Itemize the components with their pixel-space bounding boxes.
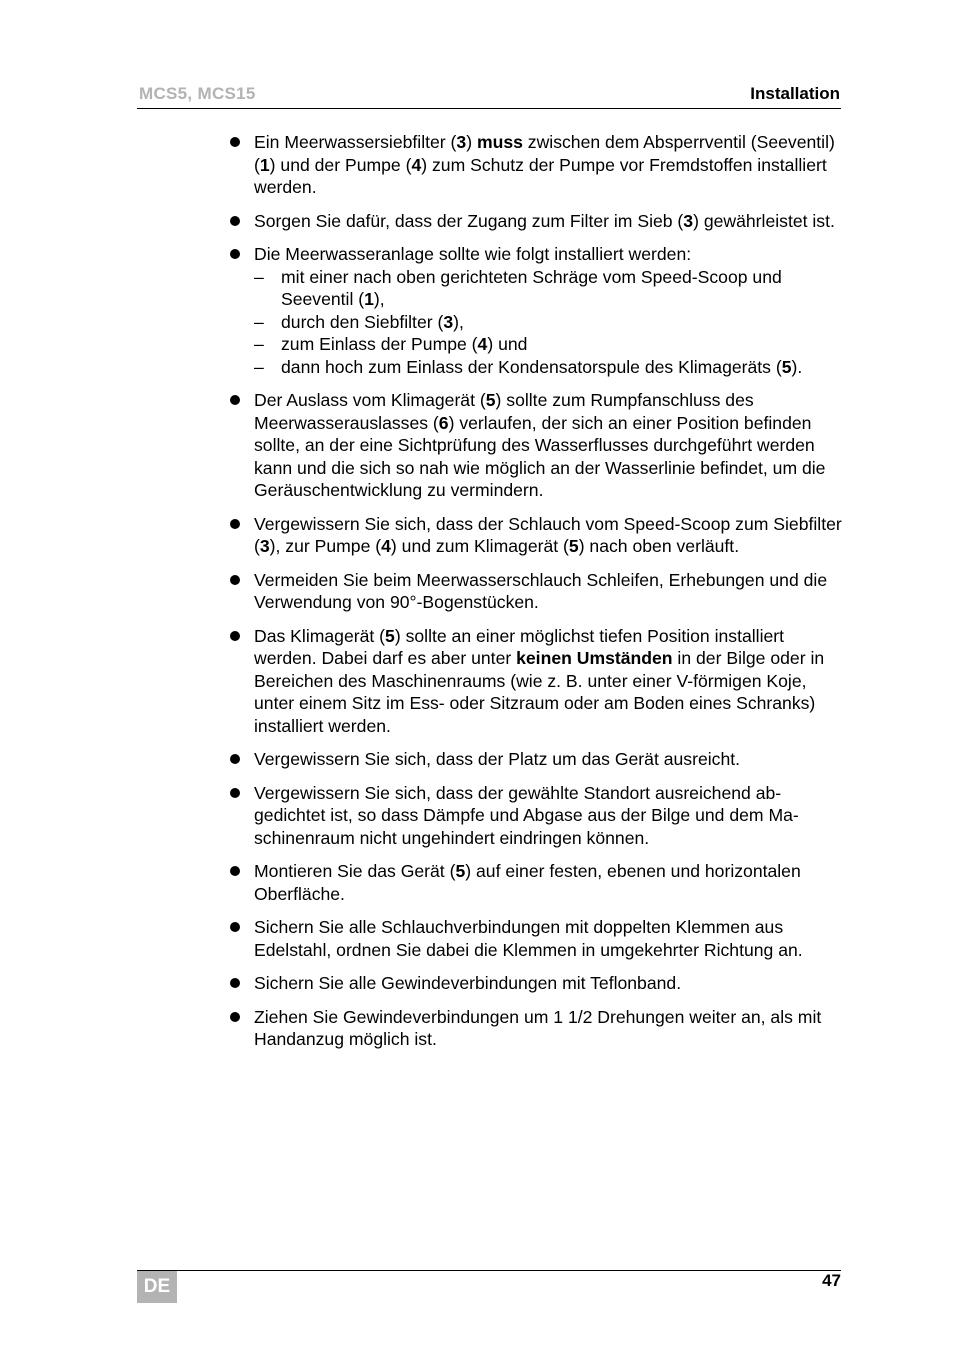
list-item-text bbox=[254, 243, 842, 266]
page-number: 47 bbox=[822, 1271, 841, 1290]
text-segment: Vergewissern Sie sich, dass der Platz um das Gerät ausreicht. bbox=[254, 749, 741, 769]
emphasis-text: 5 bbox=[455, 861, 466, 881]
list-item-text bbox=[254, 860, 842, 905]
emphasis-text: keinen Umständen bbox=[516, 648, 673, 668]
text-segment: durch den Siebfilter ( bbox=[281, 311, 444, 332]
list-item bbox=[226, 1006, 842, 1051]
emphasis-text: 3 bbox=[456, 132, 467, 152]
bullet-icon bbox=[230, 216, 240, 226]
text-segment: ) sollte an einer möglichst tiefen Position installiert werden. Dabei darf es aber unter bbox=[254, 625, 785, 668]
sub-list-item bbox=[254, 311, 842, 334]
sub-list-item-text bbox=[281, 267, 782, 310]
emphasis-text: 1 bbox=[364, 289, 374, 309]
list-item-text bbox=[254, 782, 842, 850]
list-item bbox=[226, 916, 842, 961]
list-item bbox=[226, 389, 842, 502]
emphasis-text: 4 bbox=[477, 334, 488, 354]
text-segment: ) und zum Klimagerät ( bbox=[390, 536, 569, 556]
text-segment: zum Einlass der Pumpe ( bbox=[281, 334, 478, 354]
list-item bbox=[226, 513, 842, 558]
bullet-icon bbox=[230, 137, 240, 147]
emphasis-text: 3 bbox=[683, 210, 694, 231]
footer-rule bbox=[137, 1270, 841, 1271]
text-segment: Montieren Sie das Gerät ( bbox=[254, 861, 456, 881]
instruction-list bbox=[226, 131, 842, 1051]
text-segment: ) nach oben verläuft. bbox=[578, 536, 740, 556]
sub-list-item-text bbox=[281, 334, 527, 354]
dash-icon: – bbox=[254, 311, 264, 332]
text-segment: zwischen dem Absperrventil (Seeventil) ( bbox=[254, 132, 835, 175]
text-segment: ) zum Schutz der Pumpe vor Fremdstoffen installiert werden. bbox=[254, 154, 827, 197]
text-segment: ) und bbox=[487, 334, 528, 354]
text-segment: dann hoch zum Einlass der Kondensatorspule des Klimageräts ( bbox=[281, 356, 782, 377]
product-name: MCS5, MCS15 bbox=[139, 84, 256, 103]
list-item bbox=[226, 748, 842, 771]
emphasis-text: 1 bbox=[259, 154, 270, 175]
sub-list-item-text bbox=[281, 357, 802, 377]
list-item-text bbox=[254, 972, 842, 995]
sub-list-item-text bbox=[281, 312, 464, 332]
text-segment: ) verlaufen, der sich an einer Position befinden sollte, an der eine Sichtprüfung des Wasserflusses durchgeführt werden kann und die sich so nah wie möglich an der Wasserlinie befindet, um die Geräuschentwicklung zu vermindern. bbox=[254, 412, 826, 500]
list-item bbox=[226, 625, 842, 738]
text-segment: Vermeiden Sie beim Meerwasserschlauch Schleifen, Erhebungen und die Verwendung von 90°-Bogenstücken. bbox=[254, 569, 828, 612]
dash-icon: – bbox=[254, 356, 264, 377]
bullet-icon bbox=[230, 575, 240, 585]
emphasis-text: 4 bbox=[381, 536, 391, 556]
emphasis-text: 5 bbox=[485, 390, 496, 410]
text-segment: in der Bilge oder in Bereichen des Maschinenraums (wie z. B. unter einer V-förmigen Koje, unter einem Sitz im Ess- oder Sitzraum oder am Boden eines Schranks) installiert werden. bbox=[254, 648, 825, 736]
list-item-text bbox=[254, 625, 842, 738]
text-segment: Sichern Sie alle Gewindeverbindungen mit Teflonband. bbox=[254, 973, 682, 993]
text-segment: ), zur Pumpe ( bbox=[269, 536, 382, 556]
list-item bbox=[226, 782, 842, 850]
bullet-icon bbox=[230, 788, 240, 798]
list-item bbox=[226, 131, 842, 199]
emphasis-text: 5 bbox=[781, 356, 792, 377]
bullet-icon bbox=[230, 978, 240, 988]
list-item-text bbox=[254, 569, 842, 614]
list-item-text bbox=[254, 916, 842, 961]
text-segment: ). bbox=[791, 356, 803, 377]
text-segment: ) sollte zum Rumpfanschluss des Meerwasserauslasses ( bbox=[254, 390, 754, 433]
bullet-icon bbox=[230, 1012, 240, 1022]
bullet-icon bbox=[230, 754, 240, 764]
text-segment: ) gewährleistet ist. bbox=[693, 210, 835, 231]
bullet-icon bbox=[230, 922, 240, 932]
emphasis-text: 5 bbox=[568, 536, 579, 556]
emphasis-text: 3 bbox=[259, 536, 270, 556]
section-title: Installation bbox=[750, 84, 840, 103]
text-segment: Sichern Sie alle Schlauchverbindungen mit doppelten Klemmen aus Edelstahl, ordnen Sie dabei die Klemmen in umgekehrter Richtung an. bbox=[254, 917, 803, 960]
list-item bbox=[226, 860, 842, 905]
dash-icon: – bbox=[254, 266, 264, 287]
text-segment: ), bbox=[373, 289, 385, 309]
list-item-text bbox=[254, 131, 842, 199]
emphasis-text: 3 bbox=[443, 311, 454, 332]
bullet-icon bbox=[230, 631, 240, 641]
text-segment: Die Meerwasseranlage sollte wie folgt installiert werden: bbox=[254, 244, 692, 264]
bullet-icon bbox=[230, 866, 240, 876]
text-segment: ) und der Pumpe ( bbox=[269, 154, 412, 175]
sub-list bbox=[254, 266, 842, 379]
list-item-text bbox=[254, 513, 842, 558]
sub-list-item bbox=[254, 333, 842, 356]
bullet-icon bbox=[230, 249, 240, 259]
list-item bbox=[226, 243, 842, 378]
sub-list-item bbox=[254, 266, 842, 311]
text-segment: ) bbox=[466, 132, 477, 152]
text-segment: Vergewissern Sie sich, dass der Schlauch vom Speed-Scoop zum Siebfilter ( bbox=[254, 513, 842, 556]
text-segment: ), bbox=[453, 311, 464, 332]
list-item-text bbox=[254, 748, 842, 771]
language-badge: DE bbox=[137, 1271, 177, 1303]
text-segment: Der Auslass vom Klimagerät ( bbox=[254, 390, 486, 410]
bullet-icon bbox=[230, 519, 240, 529]
list-item bbox=[226, 972, 842, 995]
list-item bbox=[226, 210, 842, 233]
text-segment: Sorgen Sie dafür, dass der Zugang zum Filter im Sieb ( bbox=[254, 210, 684, 231]
list-item-text bbox=[254, 210, 842, 233]
dash-icon: – bbox=[254, 334, 264, 354]
text-segment: Ziehen Sie Gewindeverbindungen um 1 1/2 Drehungen weiter an, als mit Handanzug möglich ist. bbox=[254, 1006, 822, 1049]
list-item-text bbox=[254, 1006, 842, 1051]
emphasis-text: 4 bbox=[411, 154, 422, 175]
sub-list-item bbox=[254, 356, 842, 379]
emphasis-text: 6 bbox=[438, 412, 449, 433]
page-header bbox=[137, 84, 841, 109]
text-segment: Vergewissern Sie sich, dass der gewählte Standort ausreichend abgedichtet ist, so dass Dämpfe und Abgase aus der Bilge und dem Maschinenraum nicht ungehindert eindringen können. bbox=[254, 782, 799, 848]
text-segment: ) auf einer festen, ebenen und horizontalen Oberfläche. bbox=[254, 861, 801, 904]
list-item bbox=[226, 569, 842, 614]
instruction-list-container bbox=[226, 131, 842, 1062]
text-segment: mit einer nach oben gerichteten Schräge vom Speed-Scoop und Seeventil ( bbox=[281, 266, 782, 309]
text-segment: Ein Meerwassersiebfilter ( bbox=[254, 132, 457, 152]
emphasis-text: muss bbox=[476, 132, 523, 152]
list-item-text bbox=[254, 389, 842, 502]
text-segment: Das Klimagerät ( bbox=[254, 625, 386, 646]
emphasis-text: 5 bbox=[385, 625, 395, 646]
bullet-icon bbox=[230, 395, 240, 405]
